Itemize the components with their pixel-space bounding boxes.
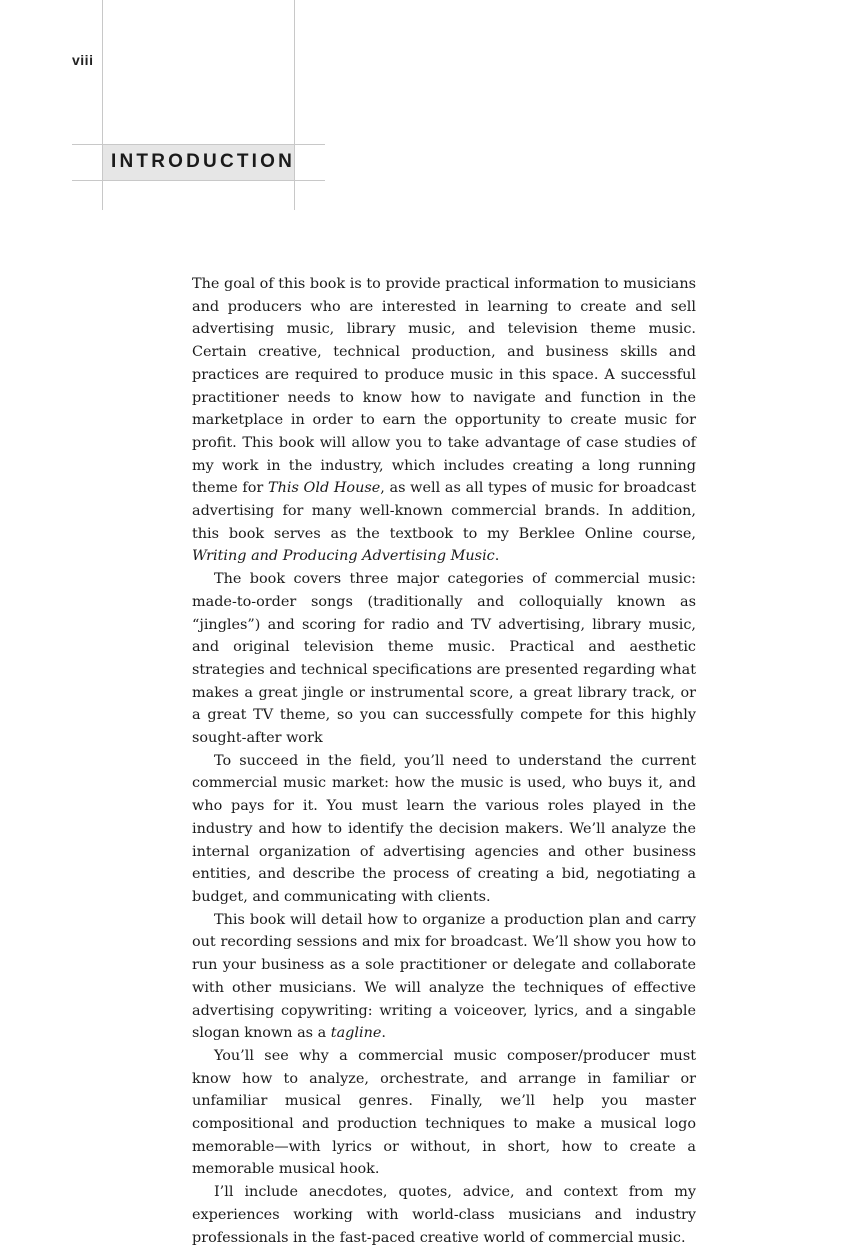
text-run: The book covers three major categories of commercial music: made-to-order songs (traditionally and colloquially known as “jingles”) and scoring for radio and TV advertising, library music, and original television theme music. Practical and aesthetic strategies and technical specifications are presented regarding what makes a great jingle or instrumental score, a great library track, or a great TV theme, so you can successfully compete for this highly sought-after work bbox=[192, 571, 696, 747]
text-run: . bbox=[381, 1025, 386, 1042]
text-run: You’ll see why a commercial music composer/producer must know how to analyze, orchestrate, and arrange in familiar or unfamiliar musical genres. Finally, we’ll help you master compositional and production techniques to make a musical logo memorable—with lyrics or without, in short, how to create a memorable musical hook. bbox=[192, 1047, 696, 1178]
text-run: This book will detail how to organize a production plan and carry out recording sessions and mix for broadcast. We’ll show you how to run your business as a sole practitioner or delegate and collaborate with other musicians. We will analyze the techniques of effective advertising copywriting: writing a voiceover, lyrics, and a singable slogan known as a bbox=[192, 911, 696, 1042]
text-run: , as well as all types of music for broadcast advertising for many well-known commercial brands. In addition, this book serves as the textbook to my Berklee Online course, bbox=[192, 480, 697, 542]
paragraph bbox=[192, 1045, 696, 1181]
margin-rule-vertical-right bbox=[294, 0, 295, 210]
show-title: This Old House bbox=[268, 480, 381, 497]
page-number: viii bbox=[72, 52, 94, 68]
chapter-title: INTRODUCTION bbox=[111, 151, 296, 172]
text-run: To succeed in the field, you’ll need to understand the current commercial music market: how the music is used, who buys it, and who pays for it. You must learn the various roles played in the industry and how to identify the decision makers. We’ll analyze the internal organization of advertising agencies and other business entities, and describe the process of creating a bid, negotiating a budget, and communicating with clients. bbox=[192, 752, 696, 905]
paragraph bbox=[192, 568, 696, 750]
text-run: I’ll include anecdotes, quotes, advice, and context from my experiences working with world-class musicians and industry professionals in the fast-paced creative world of commercial music. bbox=[192, 1184, 696, 1246]
text-run: . bbox=[494, 548, 500, 565]
body-text bbox=[192, 273, 696, 1249]
term-tagline: tagline bbox=[330, 1025, 382, 1042]
course-title: Writing and Producing Advertising Music bbox=[192, 548, 495, 565]
paragraph bbox=[192, 909, 696, 1045]
margin-rule-horizontal-bottom bbox=[72, 180, 325, 181]
paragraph bbox=[192, 1181, 696, 1249]
paragraph bbox=[192, 750, 696, 909]
paragraph bbox=[192, 273, 696, 568]
text-run: The goal of this book is to provide practical information to musicians and producers who are interested in learning to create and sell advertising music, library music, and television theme music. Certain creative, technical production, and business skills and practices are required to produce music in this space. A successful practitioner needs to know how to navigate and function in the marketplace in order to earn the opportunity to create music for profit. This book will allow you to take advantage of case studies of my work in the industry, which includes creating a long running theme for bbox=[192, 276, 696, 497]
